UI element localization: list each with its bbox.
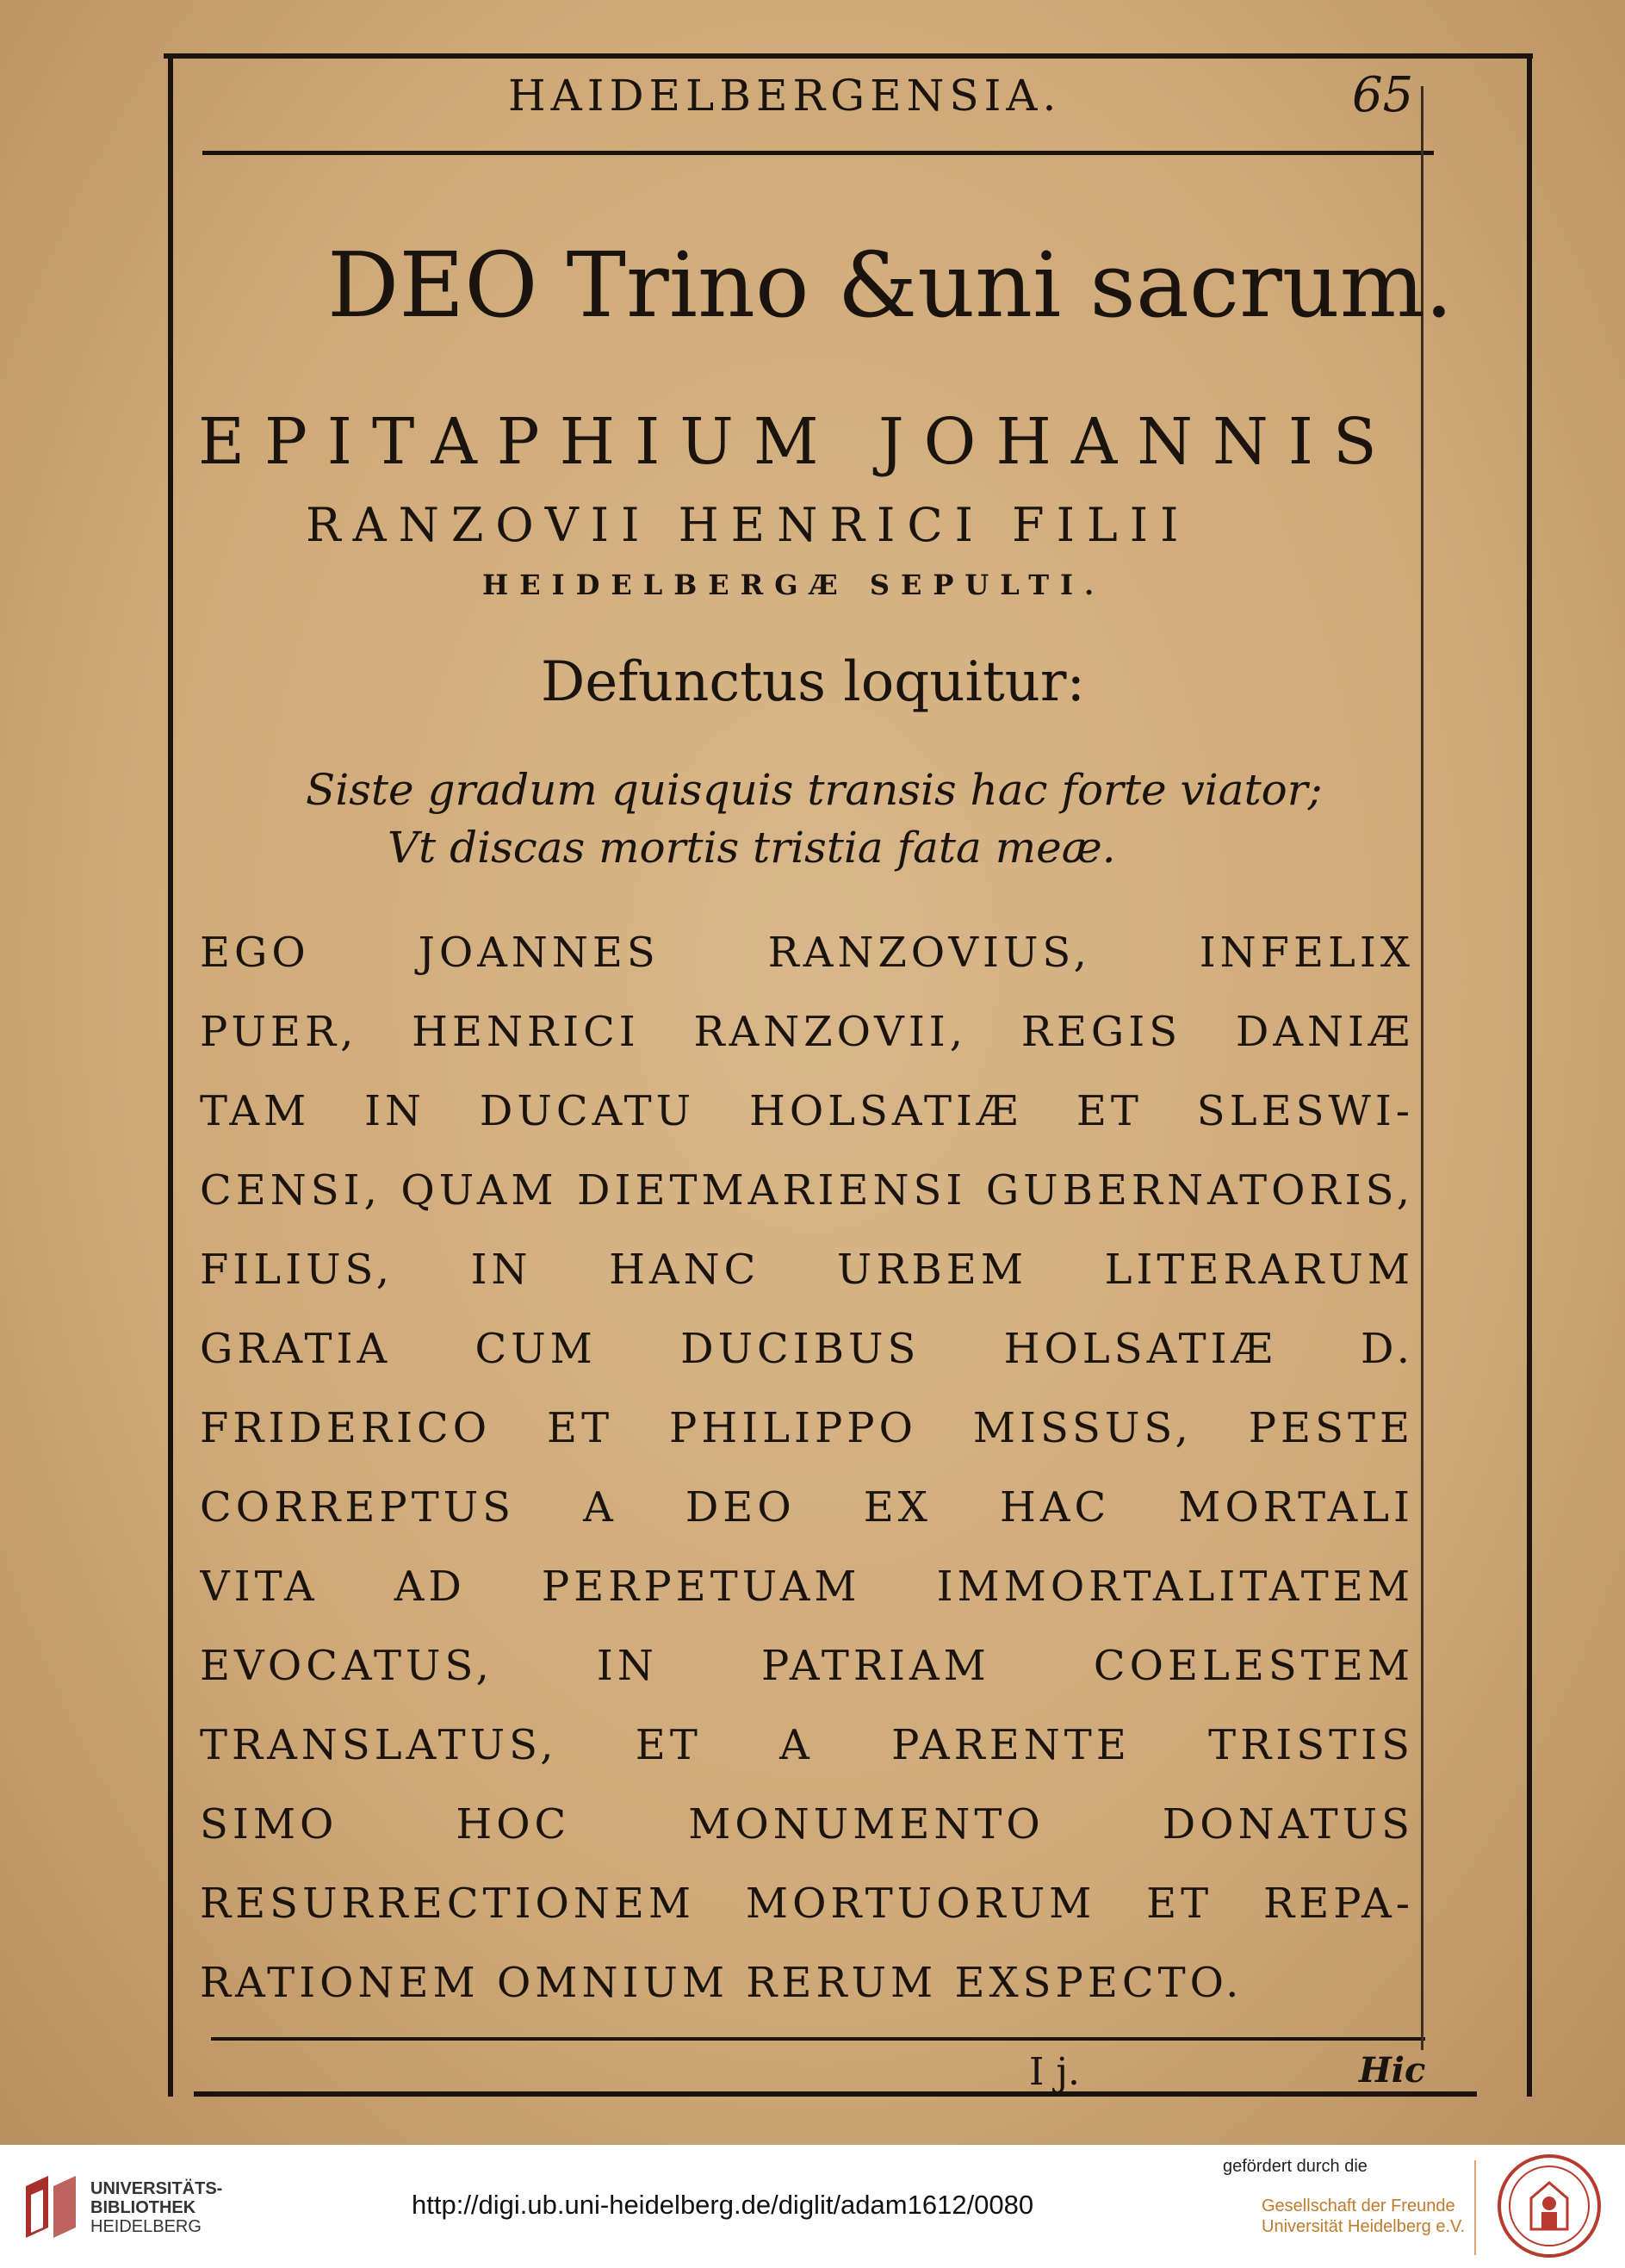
- society-name-line-2: Universität Heidelberg e.V.: [1262, 2217, 1466, 2236]
- body-line: EVOCATUS, IN PATRIAM COELESTEM: [200, 1642, 1414, 1690]
- funded-by-label: gefördert durch die: [1223, 2157, 1368, 2176]
- verse-line-2: Vt discas mortis tristia fata meæ.: [388, 823, 1116, 873]
- frame-right-rule: [1527, 53, 1532, 2097]
- body-line: EGO JOANNES RANZOVIUS, INFELIX: [200, 929, 1414, 977]
- epitaph-subtitle-2: HEIDELBERGÆ SEPULTI.: [482, 569, 1106, 601]
- catchword: Hic: [1359, 2050, 1426, 2091]
- library-logo-icon: [19, 2169, 86, 2245]
- epitaph-body: [200, 913, 1414, 2023]
- page-number: 65: [1352, 67, 1414, 123]
- body-line: TRANSLATUS, ET A PARENTE TRISTIS: [200, 1721, 1414, 1769]
- permalink-url[interactable]: http://digi.ub.uni-heidelberg.de/diglit/adam1612/0080: [412, 2190, 1034, 2220]
- epitaph-title: EPITAPHIUM JOHANNIS: [198, 405, 1397, 479]
- footer-rule: [211, 2037, 1425, 2041]
- body-line: CORREPTUS A DEO EX HAC MORTALI: [200, 1483, 1414, 1532]
- library-name-line-3: HEIDELBERG: [90, 2217, 202, 2236]
- body-line: SIMO HOC MONUMENTO DONATUS: [200, 1800, 1414, 1849]
- signature-mark: I j.: [1029, 2050, 1080, 2094]
- frame-bottom-rule: [194, 2091, 1477, 2097]
- header-rule: [202, 151, 1434, 155]
- society-name-line-1: Gesellschaft der Freunde: [1262, 2197, 1455, 2215]
- viewer-footer: [0, 2145, 1625, 2268]
- body-line: RATIONEM OMNIUM RERUM EXSPECTO.: [200, 1959, 1244, 2007]
- running-head: HAIDELBERGENSIA.: [508, 71, 1062, 121]
- epitaph-subtitle-1: RANZOVII HENRICI FILII: [306, 498, 1191, 552]
- verse-line-1: Siste gradum quisquis transis hac forte viator;: [306, 765, 1323, 815]
- body-line: FRIDERICO ET PHILIPPO MISSUS, PESTE: [200, 1404, 1414, 1452]
- body-line: VITA AD PERPETUAM IMMORTALITATEM: [200, 1563, 1414, 1611]
- body-line: GRATIA CUM DUCIBUS HOLSATIÆ D.: [200, 1325, 1414, 1373]
- footer-divider: [1474, 2160, 1476, 2255]
- library-name-line-1: UNIVERSITÄTS-: [90, 2179, 223, 2198]
- university-seal-icon: [1497, 2153, 1602, 2259]
- dedication-heading: DEO Trino &uni sacrum.: [327, 233, 1454, 338]
- body-line: RESURRECTIONEM MORTUORUM ET REPA-: [200, 1880, 1414, 1928]
- frame-left-rule: [168, 53, 173, 2097]
- inner-right-rule: [1421, 86, 1423, 2050]
- body-line: PUER, HENRICI RANZOVII, REGIS DANIÆ: [200, 1008, 1414, 1056]
- body-line: FILIUS, IN HANC URBEM LITERARUM: [200, 1246, 1414, 1294]
- body-line: TAM IN DUCATU HOLSATIÆ ET SLESWI-: [200, 1087, 1414, 1135]
- speaker-heading: Defunctus loquitur:: [541, 650, 1086, 714]
- body-line: CENSI, QUAM DIETMARIENSI GUBERNATORIS,: [200, 1166, 1414, 1215]
- frame-top-rule: [164, 53, 1533, 59]
- library-name-line-2: BIBLIOTHEK: [90, 2198, 196, 2217]
